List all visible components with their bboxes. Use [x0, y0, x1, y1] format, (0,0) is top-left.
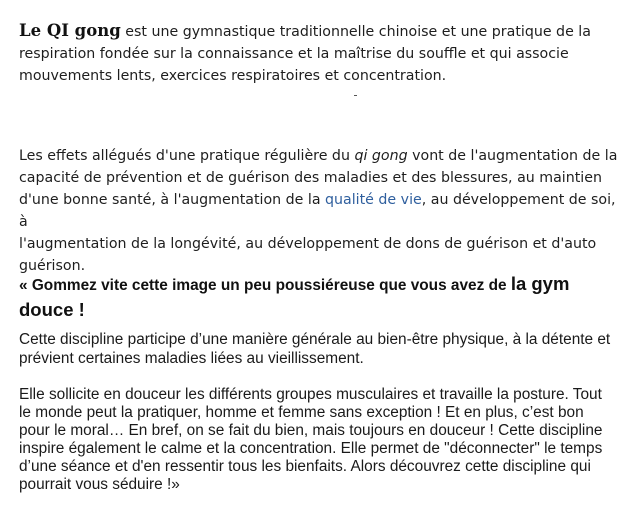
effects-line: guérison. [19, 258, 86, 274]
scan-speck [354, 95, 357, 96]
effects-line: capacité de prévention et de guérison des maladies et des blessures, au maintien [19, 170, 602, 186]
discipline-paragraph [19, 330, 619, 368]
discipline-line: Cette discipline participe d’une manière générale au bien-être physique, à la détente et [19, 331, 611, 348]
quote-text: « Gommez vite cette image un peu poussiéreuse que vous avez de [19, 277, 511, 294]
sollicite-line: le monde peut la pratiquer, homme et femme sans exception ! Et en plus, c’est bon [19, 404, 584, 421]
intro-line: respiration fondée sur la connaissance et la maîtrise du souffle et qui associe [19, 46, 569, 62]
intro-paragraph [19, 20, 619, 87]
effects-paragraph [19, 145, 619, 277]
qualite-de-vie-link[interactable]: qualité de vie [325, 192, 422, 208]
sollicite-line: pourrait vous séduire !» [19, 476, 180, 493]
sollicite-line: pour le moral… En bref, on se fait du bien, mais toujours en douceur ! Cette discipline [19, 422, 603, 439]
effects-line: l'augmentation de la longévité, au développement de dons de guérison et d'auto [19, 236, 597, 252]
sollicite-line: Elle sollicite en douceur les différents groupes musculaires et travaille la posture. Tout [19, 386, 602, 403]
intro-line: mouvements lents, exercices respiratoires et concentration. [19, 68, 447, 84]
sollicite-paragraph [19, 386, 619, 494]
intro-line: est une gymnastique traditionnelle chinoise et une pratique de la [120, 24, 591, 40]
quote-heading [19, 272, 619, 324]
effects-text: vont de l'augmentation de la [407, 148, 618, 164]
qi-gong-italic: qi gong [354, 148, 408, 164]
effects-text: , au développement de soi, à [19, 192, 616, 230]
discipline-line: prévient certaines maladies liées au vieillissement. [19, 350, 364, 367]
sollicite-line: d’une séance et d'en ressentir tous les bienfaits. Alors découvrez cette discipline qui [19, 458, 591, 475]
effects-text: d'une bonne santé, à l'augmentation de la [19, 192, 326, 208]
qi-gong-lead-title: Le QI gong [19, 21, 121, 40]
effects-text: Les effets allégués d'une pratique régulière du [19, 148, 355, 164]
sollicite-line: inspire également le calme et la concentration. Elle permet de "déconnecter" le temps [19, 440, 603, 457]
quote-emphasis: la gym [510, 273, 570, 294]
quote-emphasis: douce ! [19, 299, 85, 320]
